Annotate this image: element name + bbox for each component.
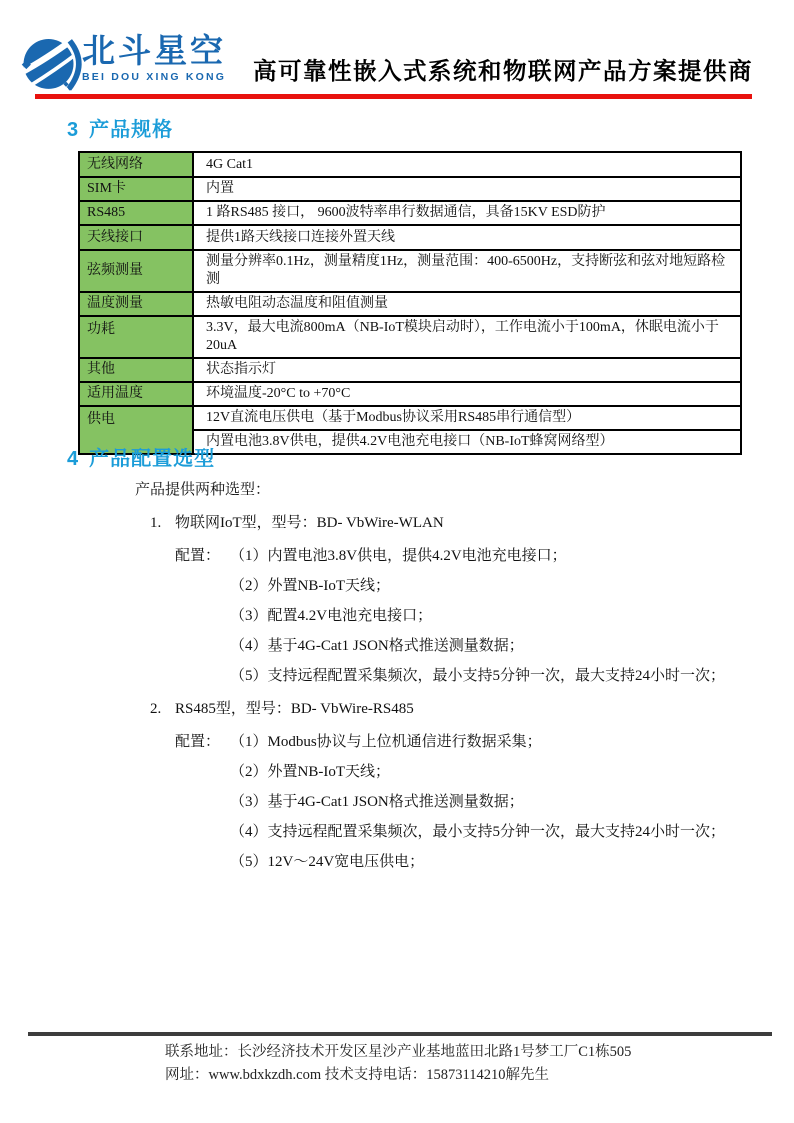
footer-divider-rule [28, 1032, 772, 1036]
section3-title-text: 产品规格 [89, 119, 174, 141]
logo-en-text: BEI DOU XING KONG [82, 71, 227, 83]
company-logo-icon [18, 26, 92, 100]
spec-label: SIM卡 [79, 177, 193, 201]
header-divider-rule [35, 94, 752, 99]
spec-label: 其他 [79, 358, 193, 382]
option-2-number: 2. [150, 701, 162, 717]
config-item: （1）内置电池3.8V供电，提供4.2V电池充电接口； [230, 548, 567, 564]
spec-label: 无线网络 [79, 152, 193, 177]
spec-value: 测量分辨率0.1Hz，测量精度1Hz，测量范围：400-6500Hz，支持断弦和弦对地短路检测 [193, 250, 741, 292]
spec-label: 适用温度 [79, 382, 193, 406]
spec-label: 弦频测量 [79, 250, 193, 292]
table-row [79, 225, 741, 250]
option-2-title [150, 699, 794, 720]
section4 [0, 449, 794, 873]
section4-title-text: 产品配置选型 [89, 448, 216, 470]
spec-value: 12V直流电压供电（基于Modbus协议采用RS485串行通信型） [193, 406, 741, 430]
config-item: （1）Modbus协议与上位机通信进行数据采集； [230, 734, 542, 750]
option-1-number: 1. [150, 515, 162, 531]
table-row [79, 406, 741, 430]
option-2 [150, 699, 794, 873]
spec-value: 环境温度-20°C to +70°C [193, 382, 741, 406]
option-1-title-text: 物联网IoT型，型号：BD- VbWire-WLAN [175, 515, 444, 531]
option-1 [150, 513, 794, 687]
spec-value: 内置电池3.8V供电，提供4.2V电池充电接口（NB-IoT蜂窝网络型） [193, 430, 741, 454]
option-2-title-text: RS485型，型号：BD- VbWire-RS485 [175, 701, 414, 717]
table-row [79, 292, 741, 316]
config-item: （3）配置4.2V电池充电接口； [230, 608, 433, 624]
section4-intro: 产品提供两种选型： [135, 482, 271, 498]
footer [165, 1041, 631, 1086]
spec-value: 1 路RS485 接口， 9600波特率串行数据通信，具备15KV ESD防护 [193, 201, 741, 225]
spec-label: RS485 [79, 201, 193, 225]
logo-wordmark [82, 34, 226, 83]
footer-address: 联系地址：长沙经济技术开发区星沙产业基地蓝田北路1号梦工厂C1栋505 [165, 1044, 632, 1060]
spec-value: 3.3V，最大电流800mA（NB-IoT模块启动时），工作电流小于100mA，休眠电流小于20uA [193, 316, 741, 358]
config-item: （3）基于4G-Cat1 JSON格式推送测量数据； [230, 794, 524, 810]
spec-table [78, 151, 742, 455]
spec-value: 4G Cat1 [193, 152, 741, 177]
option-2-config-line-1 [175, 732, 794, 753]
config-item: （2）外置NB-IoT天线； [230, 764, 390, 780]
spec-label: 供电 [79, 406, 193, 454]
table-row [79, 177, 741, 201]
section4-number: 4 [67, 448, 80, 470]
section4-heading [67, 449, 794, 470]
spec-label: 温度测量 [79, 292, 193, 316]
table-row [79, 201, 741, 225]
table-row [79, 316, 741, 358]
spec-value: 热敏电阻动态温度和阻值测量 [193, 292, 741, 316]
logo-cn-text: 北斗星空 [82, 32, 226, 69]
config-item: （4）支持远程配置采集频次，最小支持5分钟一次，最大支持24小时一次； [230, 824, 726, 840]
config-item: （4）基于4G-Cat1 JSON格式推送测量数据； [230, 638, 524, 654]
spec-value: 提供1路天线接口连接外置天线 [193, 225, 741, 250]
section3-number: 3 [67, 119, 80, 141]
option-1-title [150, 513, 794, 534]
config-item: （5）支持远程配置采集频次，最小支持5分钟一次，最大支持24小时一次； [230, 668, 726, 684]
config-item: （5）12V～24V宽电压供电； [230, 854, 425, 870]
company-tagline: 高可靠性嵌入式系统和物联网产品方案提供商 [253, 58, 753, 84]
spec-label: 功耗 [79, 316, 193, 358]
table-row [79, 358, 741, 382]
option-1-config-line-1 [175, 546, 794, 567]
spec-label: 天线接口 [79, 225, 193, 250]
table-row [79, 250, 741, 292]
table-row [79, 382, 741, 406]
spec-value: 内置 [193, 177, 741, 201]
config-label: 配置： [175, 548, 221, 564]
config-item: （2）外置NB-IoT天线； [230, 578, 390, 594]
table-row [79, 152, 741, 177]
spec-value: 状态指示灯 [193, 358, 741, 382]
footer-web-phone: 网址：www.bdxkzdh.com 技术支持电话：15873114210解先生 [165, 1066, 549, 1083]
section3-heading [67, 113, 173, 142]
config-label: 配置： [175, 734, 221, 750]
